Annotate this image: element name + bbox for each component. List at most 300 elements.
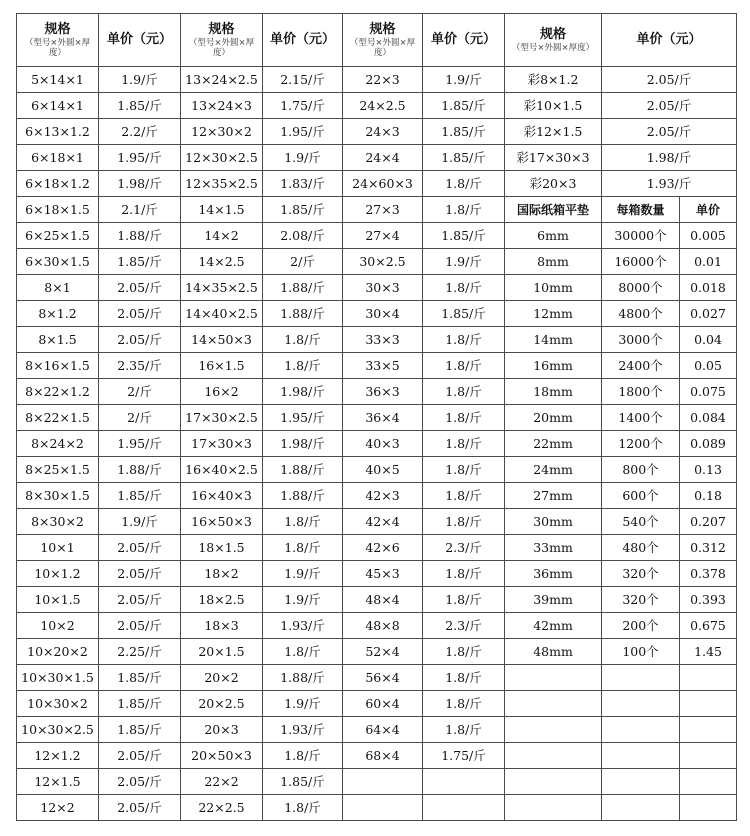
spec-cell: 8×22×1.5 bbox=[17, 405, 99, 431]
price-cell: 1.9/斤 bbox=[263, 691, 343, 717]
spec-cell: 24×4 bbox=[343, 145, 423, 171]
spec-cell: 20×50×3 bbox=[181, 743, 263, 769]
spec-cell: 12×30×2 bbox=[181, 119, 263, 145]
table-row bbox=[17, 639, 737, 665]
price-cell: 1.85/斤 bbox=[99, 691, 181, 717]
spec-cell: 60×4 bbox=[343, 691, 423, 717]
spec-cell: 12×35×2.5 bbox=[181, 171, 263, 197]
table-row bbox=[17, 119, 737, 145]
spec-cell: 8×25×1.5 bbox=[17, 457, 99, 483]
table-row bbox=[17, 535, 737, 561]
spec-cell: 45×3 bbox=[343, 561, 423, 587]
pad-price-cell: 0.089 bbox=[680, 431, 737, 457]
price-cell: 1.9/斤 bbox=[263, 561, 343, 587]
price-cell: 1.8/斤 bbox=[263, 743, 343, 769]
spec-cell: 24×60×3 bbox=[343, 171, 423, 197]
spec-cell: 16×40×3 bbox=[181, 483, 263, 509]
spec-header-1 bbox=[17, 14, 99, 67]
pad-price-cell: 0.05 bbox=[680, 353, 737, 379]
spec-cell: 6×18×1.2 bbox=[17, 171, 99, 197]
price-cell: 2.05/斤 bbox=[99, 561, 181, 587]
pad-price-cell: 0.027 bbox=[680, 301, 737, 327]
pad-qty-cell: 30000个 bbox=[602, 223, 680, 249]
price-cell: 1.88/斤 bbox=[263, 457, 343, 483]
table-row bbox=[17, 405, 737, 431]
pad-size-cell: 24mm bbox=[505, 457, 602, 483]
spec-cell: 33×3 bbox=[343, 327, 423, 353]
pad-price-cell: 0.13 bbox=[680, 457, 737, 483]
spec-cell: 8×16×1.5 bbox=[17, 353, 99, 379]
spec-header-4 bbox=[505, 14, 602, 67]
pad-size-cell: 48mm bbox=[505, 639, 602, 665]
price-cell: 1.8/斤 bbox=[423, 405, 505, 431]
table-row bbox=[17, 93, 737, 119]
spec-cell: 20×2 bbox=[181, 665, 263, 691]
pad-qty-cell: 8000个 bbox=[602, 275, 680, 301]
price-cell: 1.8/斤 bbox=[423, 353, 505, 379]
spec-cell: 10×20×2 bbox=[17, 639, 99, 665]
pad-price-cell: 0.018 bbox=[680, 275, 737, 301]
empty-cell bbox=[680, 717, 737, 743]
price-cell: 1.85/斤 bbox=[99, 249, 181, 275]
price-cell: 1.88/斤 bbox=[263, 665, 343, 691]
pad-size-cell: 27mm bbox=[505, 483, 602, 509]
spec-cell: 27×4 bbox=[343, 223, 423, 249]
table-row bbox=[17, 743, 737, 769]
empty-cell bbox=[680, 795, 737, 821]
spec-cell: 22×3 bbox=[343, 67, 423, 93]
spec-cell: 64×4 bbox=[343, 717, 423, 743]
spec-cell: 16×1.5 bbox=[181, 353, 263, 379]
empty-cell bbox=[602, 769, 680, 795]
pad-size-cell: 18mm bbox=[505, 379, 602, 405]
pad-size-cell: 20mm bbox=[505, 405, 602, 431]
price-cell: 2/斤 bbox=[263, 249, 343, 275]
price-cell: 1.95/斤 bbox=[263, 405, 343, 431]
price-header-3: 单价（元） bbox=[423, 14, 505, 67]
empty-cell bbox=[680, 691, 737, 717]
pads-header-qty: 每箱数量 bbox=[602, 197, 680, 223]
empty-cell bbox=[602, 665, 680, 691]
price-cell: 1.85/斤 bbox=[99, 717, 181, 743]
price-cell: 1.85/斤 bbox=[99, 93, 181, 119]
empty-cell bbox=[602, 717, 680, 743]
price-cell: 1.8/斤 bbox=[423, 457, 505, 483]
price-header-1: 单价（元） bbox=[99, 14, 181, 67]
price-cell: 2/斤 bbox=[99, 405, 181, 431]
table-row bbox=[17, 561, 737, 587]
price-cell: 1.8/斤 bbox=[263, 535, 343, 561]
empty-cell bbox=[505, 743, 602, 769]
spec-cell bbox=[343, 795, 423, 821]
spec-cell: 24×3 bbox=[343, 119, 423, 145]
price-cell: 2.3/斤 bbox=[423, 535, 505, 561]
price-cell: 1.85/斤 bbox=[263, 769, 343, 795]
spec-cell: 14×50×3 bbox=[181, 327, 263, 353]
spec-cell: 6×18×1 bbox=[17, 145, 99, 171]
spec-cell: 42×3 bbox=[343, 483, 423, 509]
price-cell: 1.85/斤 bbox=[423, 145, 505, 171]
price-cell: 1.8/斤 bbox=[263, 795, 343, 821]
price-cell: 2.05/斤 bbox=[99, 301, 181, 327]
spec-cell: 16×40×2.5 bbox=[181, 457, 263, 483]
pad-qty-cell: 1200个 bbox=[602, 431, 680, 457]
spec-cell: 42×6 bbox=[343, 535, 423, 561]
pad-price-cell: 0.393 bbox=[680, 587, 737, 613]
pad-size-cell: 36mm bbox=[505, 561, 602, 587]
colored-price-cell: 1.93/斤 bbox=[602, 171, 737, 197]
spec-cell: 13×24×2.5 bbox=[181, 67, 263, 93]
price-cell: 2.35/斤 bbox=[99, 353, 181, 379]
table-row bbox=[17, 171, 737, 197]
spec-cell: 24×2.5 bbox=[343, 93, 423, 119]
spec-header-2 bbox=[181, 14, 263, 67]
pad-size-cell: 33mm bbox=[505, 535, 602, 561]
pad-size-cell: 14mm bbox=[505, 327, 602, 353]
spec-cell: 14×35×2.5 bbox=[181, 275, 263, 301]
pad-price-cell: 0.084 bbox=[680, 405, 737, 431]
spec-cell: 12×30×2.5 bbox=[181, 145, 263, 171]
pad-price-cell: 0.207 bbox=[680, 509, 737, 535]
pad-qty-cell: 800个 bbox=[602, 457, 680, 483]
price-cell: 1.88/斤 bbox=[263, 301, 343, 327]
price-cell: 2.05/斤 bbox=[99, 769, 181, 795]
pad-qty-cell: 2400个 bbox=[602, 353, 680, 379]
spec-cell: 5×14×1 bbox=[17, 67, 99, 93]
spec-cell: 16×2 bbox=[181, 379, 263, 405]
price-cell: 2.1/斤 bbox=[99, 197, 181, 223]
spec-cell: 17×30×2.5 bbox=[181, 405, 263, 431]
price-cell: 1.9/斤 bbox=[263, 587, 343, 613]
price-cell: 1.8/斤 bbox=[423, 561, 505, 587]
price-cell: 1.8/斤 bbox=[423, 483, 505, 509]
price-cell: 1.95/斤 bbox=[263, 119, 343, 145]
spec-cell: 52×4 bbox=[343, 639, 423, 665]
spec-cell: 8×30×1.5 bbox=[17, 483, 99, 509]
spec-cell: 14×2.5 bbox=[181, 249, 263, 275]
pad-price-cell: 0.005 bbox=[680, 223, 737, 249]
colored-price-cell: 2.05/斤 bbox=[602, 67, 737, 93]
price-cell: 1.95/斤 bbox=[99, 145, 181, 171]
pads-header-name: 国际纸箱平垫 bbox=[505, 197, 602, 223]
price-cell: 1.8/斤 bbox=[263, 639, 343, 665]
price-cell: 1.85/斤 bbox=[423, 93, 505, 119]
spec-cell: 16×50×3 bbox=[181, 509, 263, 535]
table-row bbox=[17, 665, 737, 691]
pad-qty-cell: 16000个 bbox=[602, 249, 680, 275]
spec-cell: 30×4 bbox=[343, 301, 423, 327]
price-cell: 1.8/斤 bbox=[423, 587, 505, 613]
table-row bbox=[17, 483, 737, 509]
spec-cell: 14×40×2.5 bbox=[181, 301, 263, 327]
price-cell: 1.9/斤 bbox=[263, 145, 343, 171]
empty-cell bbox=[505, 795, 602, 821]
price-cell: 2.05/斤 bbox=[99, 275, 181, 301]
price-cell: 1.8/斤 bbox=[423, 431, 505, 457]
spec-cell: 10×1.2 bbox=[17, 561, 99, 587]
colored-spec-cell: 彩8×1.2 bbox=[505, 67, 602, 93]
spec-cell: 48×8 bbox=[343, 613, 423, 639]
table-row bbox=[17, 197, 737, 223]
price-cell: 1.8/斤 bbox=[423, 171, 505, 197]
pad-size-cell: 6mm bbox=[505, 223, 602, 249]
table-row bbox=[17, 457, 737, 483]
spec-cell: 36×3 bbox=[343, 379, 423, 405]
spec-cell: 27×3 bbox=[343, 197, 423, 223]
price-cell: 1.75/斤 bbox=[423, 743, 505, 769]
pad-qty-cell: 320个 bbox=[602, 587, 680, 613]
table-row bbox=[17, 275, 737, 301]
price-cell: 1.85/斤 bbox=[99, 483, 181, 509]
price-cell: 2.3/斤 bbox=[423, 613, 505, 639]
price-cell bbox=[423, 769, 505, 795]
header-row bbox=[17, 14, 737, 67]
pad-qty-cell: 480个 bbox=[602, 535, 680, 561]
price-cell: 1.9/斤 bbox=[423, 249, 505, 275]
price-cell: 1.8/斤 bbox=[263, 353, 343, 379]
table-row bbox=[17, 509, 737, 535]
spec-cell: 6×13×1.2 bbox=[17, 119, 99, 145]
pad-price-cell: 0.378 bbox=[680, 561, 737, 587]
spec-cell: 68×4 bbox=[343, 743, 423, 769]
spec-cell: 33×5 bbox=[343, 353, 423, 379]
price-cell: 2.05/斤 bbox=[99, 613, 181, 639]
spec-cell: 13×24×3 bbox=[181, 93, 263, 119]
empty-cell bbox=[505, 717, 602, 743]
price-cell: 1.98/斤 bbox=[99, 171, 181, 197]
price-cell bbox=[423, 795, 505, 821]
spec-cell: 10×30×2 bbox=[17, 691, 99, 717]
table-row bbox=[17, 431, 737, 457]
table-row bbox=[17, 223, 737, 249]
table-row bbox=[17, 67, 737, 93]
pad-qty-cell: 1400个 bbox=[602, 405, 680, 431]
spec-cell: 6×25×1.5 bbox=[17, 223, 99, 249]
table-row bbox=[17, 353, 737, 379]
spec-cell: 12×2 bbox=[17, 795, 99, 821]
colored-price-cell: 1.98/斤 bbox=[602, 145, 737, 171]
colored-spec-cell: 彩20×3 bbox=[505, 171, 602, 197]
price-cell: 1.88/斤 bbox=[263, 275, 343, 301]
pad-price-cell: 0.075 bbox=[680, 379, 737, 405]
spec-cell: 17×30×3 bbox=[181, 431, 263, 457]
colored-spec-cell: 彩17×30×3 bbox=[505, 145, 602, 171]
table-row bbox=[17, 327, 737, 353]
spec-cell: 20×3 bbox=[181, 717, 263, 743]
spec-cell: 40×5 bbox=[343, 457, 423, 483]
spec-header-sublabel: （型号×外圆×厚度） bbox=[188, 38, 255, 58]
colored-price-cell: 2.05/斤 bbox=[602, 93, 737, 119]
spec-cell: 8×22×1.2 bbox=[17, 379, 99, 405]
price-cell: 1.8/斤 bbox=[423, 639, 505, 665]
price-cell: 1.8/斤 bbox=[423, 327, 505, 353]
price-cell: 1.8/斤 bbox=[263, 327, 343, 353]
spec-cell: 8×30×2 bbox=[17, 509, 99, 535]
price-cell: 2.2/斤 bbox=[99, 119, 181, 145]
spec-cell: 6×30×1.5 bbox=[17, 249, 99, 275]
pad-qty-cell: 600个 bbox=[602, 483, 680, 509]
pad-qty-cell: 100个 bbox=[602, 639, 680, 665]
pad-qty-cell: 200个 bbox=[602, 613, 680, 639]
colored-price-cell: 2.05/斤 bbox=[602, 119, 737, 145]
spec-cell: 30×2.5 bbox=[343, 249, 423, 275]
table-row bbox=[17, 613, 737, 639]
price-cell: 1.98/斤 bbox=[263, 431, 343, 457]
spec-header-label: 规格 bbox=[539, 27, 566, 42]
price-table bbox=[16, 13, 737, 821]
spec-header-label: 规格 bbox=[44, 22, 71, 37]
spec-cell: 10×30×2.5 bbox=[17, 717, 99, 743]
spec-cell bbox=[343, 769, 423, 795]
spec-cell: 18×3 bbox=[181, 613, 263, 639]
spec-cell: 8×24×2 bbox=[17, 431, 99, 457]
spec-cell: 18×2 bbox=[181, 561, 263, 587]
pad-price-cell: 1.45 bbox=[680, 639, 737, 665]
price-cell: 1.85/斤 bbox=[423, 223, 505, 249]
price-cell: 1.88/斤 bbox=[99, 457, 181, 483]
spec-cell: 20×2.5 bbox=[181, 691, 263, 717]
spec-cell: 18×2.5 bbox=[181, 587, 263, 613]
price-cell: 2.15/斤 bbox=[263, 67, 343, 93]
spec-header-sublabel: （型号×外圆×厚度） bbox=[349, 38, 416, 58]
price-cell: 2.05/斤 bbox=[99, 327, 181, 353]
spec-cell: 10×2 bbox=[17, 613, 99, 639]
pad-price-cell: 0.04 bbox=[680, 327, 737, 353]
price-cell: 2/斤 bbox=[99, 379, 181, 405]
price-cell: 2.25/斤 bbox=[99, 639, 181, 665]
spec-cell: 6×14×1 bbox=[17, 93, 99, 119]
table-row bbox=[17, 795, 737, 821]
spec-cell: 48×4 bbox=[343, 587, 423, 613]
price-cell: 1.9/斤 bbox=[99, 509, 181, 535]
pad-size-cell: 42mm bbox=[505, 613, 602, 639]
price-header-4: 单价（元） bbox=[602, 14, 737, 67]
price-cell: 1.93/斤 bbox=[263, 717, 343, 743]
price-cell: 1.85/斤 bbox=[263, 197, 343, 223]
price-cell: 2.05/斤 bbox=[99, 535, 181, 561]
price-cell: 1.93/斤 bbox=[263, 613, 343, 639]
spec-cell: 14×2 bbox=[181, 223, 263, 249]
price-cell: 1.98/斤 bbox=[263, 379, 343, 405]
price-cell: 1.8/斤 bbox=[423, 197, 505, 223]
spec-cell: 12×1.5 bbox=[17, 769, 99, 795]
price-cell: 1.88/斤 bbox=[99, 223, 181, 249]
empty-cell bbox=[602, 691, 680, 717]
spec-cell: 8×1.2 bbox=[17, 301, 99, 327]
price-cell: 1.85/斤 bbox=[99, 665, 181, 691]
pad-price-cell: 0.312 bbox=[680, 535, 737, 561]
price-cell: 1.9/斤 bbox=[99, 67, 181, 93]
spec-cell: 20×1.5 bbox=[181, 639, 263, 665]
pad-size-cell: 22mm bbox=[505, 431, 602, 457]
colored-spec-cell: 彩10×1.5 bbox=[505, 93, 602, 119]
spec-cell: 30×3 bbox=[343, 275, 423, 301]
empty-cell bbox=[680, 743, 737, 769]
spec-header-label: 规格 bbox=[369, 22, 396, 37]
price-cell: 1.8/斤 bbox=[423, 665, 505, 691]
table-row bbox=[17, 691, 737, 717]
price-cell: 1.88/斤 bbox=[263, 483, 343, 509]
spec-cell: 10×1.5 bbox=[17, 587, 99, 613]
spec-header-sublabel: （型号×外圆×厚度） bbox=[24, 38, 91, 58]
pad-size-cell: 10mm bbox=[505, 275, 602, 301]
pad-size-cell: 12mm bbox=[505, 301, 602, 327]
pad-price-cell: 0.18 bbox=[680, 483, 737, 509]
price-cell: 1.75/斤 bbox=[263, 93, 343, 119]
table-row bbox=[17, 379, 737, 405]
spec-cell: 36×4 bbox=[343, 405, 423, 431]
pad-qty-cell: 4800个 bbox=[602, 301, 680, 327]
price-cell: 1.85/斤 bbox=[423, 301, 505, 327]
spec-cell: 22×2.5 bbox=[181, 795, 263, 821]
price-cell: 1.8/斤 bbox=[423, 717, 505, 743]
spec-cell: 12×1.2 bbox=[17, 743, 99, 769]
table-row bbox=[17, 145, 737, 171]
spec-cell: 10×30×1.5 bbox=[17, 665, 99, 691]
price-cell: 2.05/斤 bbox=[99, 587, 181, 613]
spec-header-sublabel: （型号×外圆×厚度） bbox=[511, 43, 595, 53]
price-cell: 2.05/斤 bbox=[99, 795, 181, 821]
pad-qty-cell: 320个 bbox=[602, 561, 680, 587]
pad-size-cell: 30mm bbox=[505, 509, 602, 535]
pad-qty-cell: 1800个 bbox=[602, 379, 680, 405]
spec-cell: 8×1 bbox=[17, 275, 99, 301]
empty-cell bbox=[505, 769, 602, 795]
spec-cell: 14×1.5 bbox=[181, 197, 263, 223]
table-row bbox=[17, 587, 737, 613]
spec-cell: 8×1.5 bbox=[17, 327, 99, 353]
pad-size-cell: 8mm bbox=[505, 249, 602, 275]
price-cell: 1.85/斤 bbox=[423, 119, 505, 145]
price-header-2: 单价（元） bbox=[263, 14, 343, 67]
pad-size-cell: 39mm bbox=[505, 587, 602, 613]
table-row bbox=[17, 769, 737, 795]
table-row bbox=[17, 717, 737, 743]
price-cell: 1.8/斤 bbox=[423, 275, 505, 301]
pad-price-cell: 0.675 bbox=[680, 613, 737, 639]
colored-spec-cell: 彩12×1.5 bbox=[505, 119, 602, 145]
empty-cell bbox=[505, 691, 602, 717]
price-cell: 1.8/斤 bbox=[423, 509, 505, 535]
table-row bbox=[17, 249, 737, 275]
empty-cell bbox=[680, 769, 737, 795]
empty-cell bbox=[505, 665, 602, 691]
pad-qty-cell: 540个 bbox=[602, 509, 680, 535]
spec-header-label: 规格 bbox=[208, 22, 235, 37]
spec-header-3 bbox=[343, 14, 423, 67]
pad-qty-cell: 3000个 bbox=[602, 327, 680, 353]
pad-price-cell: 0.01 bbox=[680, 249, 737, 275]
spec-cell: 56×4 bbox=[343, 665, 423, 691]
price-cell: 1.8/斤 bbox=[423, 691, 505, 717]
spec-cell: 42×4 bbox=[343, 509, 423, 535]
price-cell: 2.05/斤 bbox=[99, 743, 181, 769]
pads-header-price: 单价 bbox=[680, 197, 737, 223]
price-cell: 2.08/斤 bbox=[263, 223, 343, 249]
price-cell: 1.8/斤 bbox=[263, 509, 343, 535]
spec-cell: 10×1 bbox=[17, 535, 99, 561]
empty-cell bbox=[602, 795, 680, 821]
empty-cell bbox=[602, 743, 680, 769]
pad-size-cell: 16mm bbox=[505, 353, 602, 379]
spec-cell: 22×2 bbox=[181, 769, 263, 795]
table-row bbox=[17, 301, 737, 327]
empty-cell bbox=[680, 665, 737, 691]
price-cell: 1.8/斤 bbox=[423, 379, 505, 405]
price-cell: 1.9/斤 bbox=[423, 67, 505, 93]
spec-cell: 40×3 bbox=[343, 431, 423, 457]
spec-cell: 6×18×1.5 bbox=[17, 197, 99, 223]
